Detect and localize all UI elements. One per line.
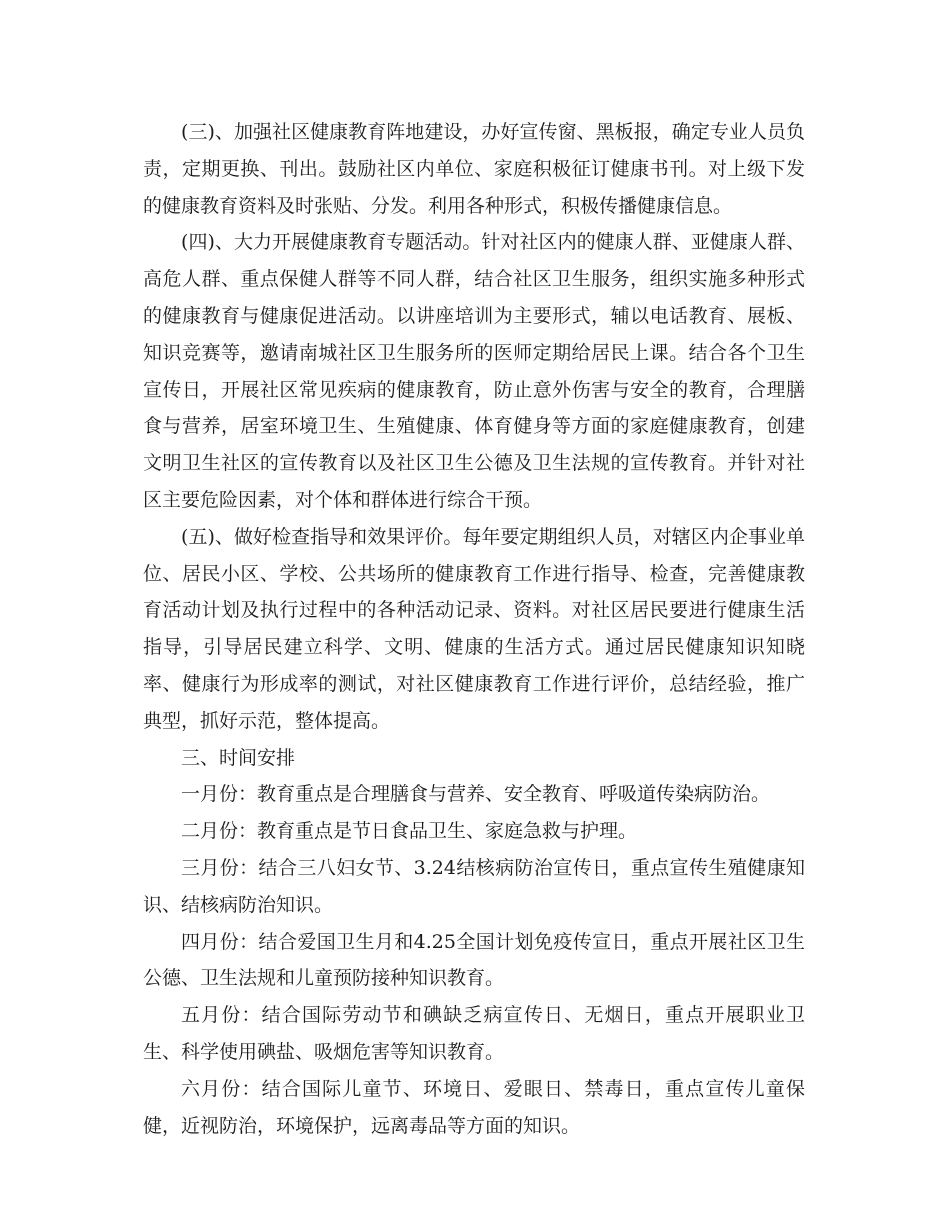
- schedule-june: 六月份：结合国际儿童节、环境日、爱眼日、禁毒日，重点宣传儿童保健，近视防治，环境保护，远离毒品等方面的知识。: [143, 1077, 805, 1137]
- schedule-april: 四月份：结合爱国卫生月和4.25全国计划免疫传宣日，重点开展社区卫生公德、卫生法规和儿童预防接种知识教育。: [143, 930, 805, 990]
- document-body: [143, 114, 805, 1144]
- paragraph-inspection-evaluation: (五)、做好检查指导和效果评价。每年要定期组织人员，对辖区内企事业单位、居民小区、学校、公共场所的健康教育工作进行指导、检查，完善健康教育活动计划及执行过程中的各种活动记录、资料。对社区居民要进行健康生活指导，引导居民建立科学、文明、健康的生活方式。通过居民健康知识知晓率、健康行为形成率的测试，对社区健康教育工作进行评价，总结经验，推广典型，抓好示范，整体提高。: [143, 525, 805, 732]
- schedule-january: 一月份：教育重点是合理膳食与营养、安全教育、呼吸道传染病防治。: [181, 783, 771, 806]
- schedule-march: 三月份：结合三八妇女节、3.24结核病防治宣传日，重点宣传生殖健康知识、结核病防治知识。: [143, 856, 805, 916]
- section-heading-schedule: 三、时间安排: [181, 746, 296, 769]
- paragraph-special-activities: (四)、大力开展健康教育专题活动。针对社区内的健康人群、亚健康人群、高危人群、重点保健人群等不同人群，结合社区卫生服务，组织实施多种形式的健康教育与健康促进活动。以讲座培训为主要形式，辅以电话教育、展板、知识竞赛等，邀请南城社区卫生服务所的医师定期给居民上课。结合各个卫生宣传日，开展社区常见疾病的健康教育，防止意外伤害与安全的教育，合理膳食与营养，居室环境卫生、生殖健康、体育健身等方面的家庭健康教育，创建文明卫生社区的宣传教育以及社区卫生公德及卫生法规的宣传教育。并针对社区主要危险因素，对个体和群体进行综合干预。: [143, 231, 805, 511]
- paragraph-health-education-base: (三)、加强社区健康教育阵地建设，办好宣传窗、黑板报，确定专业人员负责，定期更换、刊出。鼓励社区内单位、家庭积极征订健康书刊。对上级下发的健康教育资料及时张贴、分发。利用各种形式，积极传播健康信息。: [143, 121, 805, 217]
- schedule-february: 二月份：教育重点是节日食品卫生、家庭急救与护理。: [181, 820, 638, 843]
- schedule-may: 五月份：结合国际劳动节和碘缺乏病宣传日、无烟日，重点开展职业卫生、科学使用碘盐、吸烟危害等知识教育。: [143, 1004, 805, 1063]
